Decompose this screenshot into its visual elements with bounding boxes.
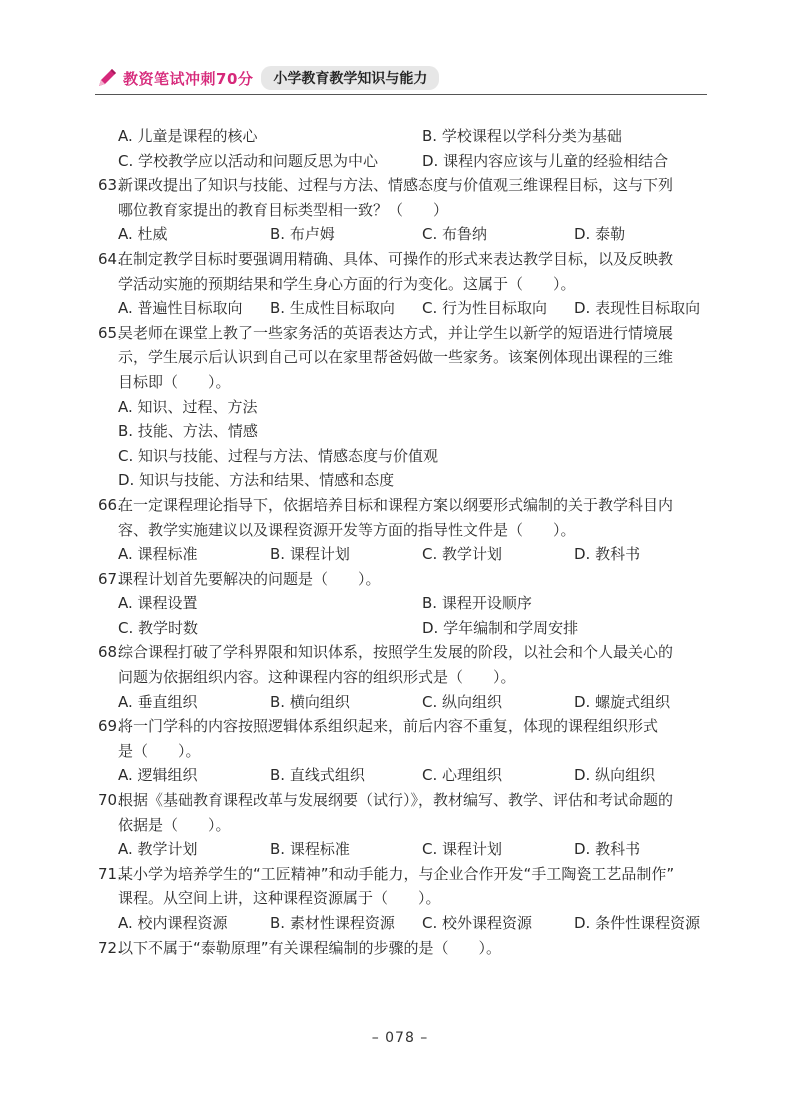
option-a: A. 教学计划 (118, 840, 198, 859)
indent (98, 665, 118, 690)
option-b: B. 技能、方法、情感 (118, 422, 258, 441)
option-a: A. 校内课程资源 (118, 914, 228, 932)
option-a: A. 课程设置 (118, 594, 198, 613)
question-text: 吴老师在课堂上教了一些家务活的英语表达方式，并让学生以新学的短语进行情境展 (118, 323, 674, 342)
question-text: 将一门学科的内容按照逻辑体系组织起来，前后内容不重复，体现的课程组织形式 (118, 717, 659, 736)
question-block (98, 936, 706, 961)
option-row (98, 395, 706, 420)
option-row (98, 837, 706, 862)
question-line (98, 567, 706, 592)
option-c: C. 教学时数 (118, 618, 199, 637)
question-text: 哪位教育家提出的教育目标类型相一致？（ ） (118, 200, 449, 219)
option-row (98, 444, 706, 469)
question-block (98, 567, 706, 641)
option-a: A. 知识、过程、方法 (118, 397, 258, 416)
question-text: 综合课程打破了学科界限和知识体系，按照学生发展的阶段，以社会和个人最关心的 (118, 643, 674, 662)
option-row (98, 296, 706, 321)
book-title: 教资笔试冲刺70分 (123, 69, 254, 88)
question-block (98, 173, 706, 247)
option-d: D. 课程内容应该与儿童的经验相结合 (422, 151, 669, 170)
question-text: 学活动实施的预期结果和学生身心方面的行为变化。这属于（ ）。 (118, 274, 576, 293)
option-row (98, 591, 706, 616)
question-text: 目标即（ ）。 (118, 372, 231, 391)
question-line (98, 321, 706, 346)
option-d: D. 纵向组织 (574, 766, 656, 785)
question-block (98, 247, 706, 321)
subject-label: 小学教育教学知识与能力 (261, 66, 439, 90)
option-row (98, 542, 706, 567)
option-a: A. 杜威 (118, 225, 168, 244)
option-d: D. 教科书 (574, 545, 641, 564)
option-b: B. 横向组织 (270, 692, 350, 711)
indent (98, 813, 118, 838)
option-b: B. 素材性课程资源 (270, 914, 395, 932)
option-a: A. 课程标准 (118, 545, 198, 564)
question-text: 问题为依据组织内容。这种课程内容的组织形式是（ ）。 (118, 668, 516, 687)
question-text: 在一定课程理论指导下，依据培养目标和课程方案以纲要形式编制的关于教学科目内 (118, 495, 674, 514)
question-block (98, 788, 706, 862)
question-line (98, 936, 706, 961)
option-c: C. 纵向组织 (422, 692, 503, 711)
question-text: 某小学为培养学生的“工匠精神”和动手能力，与企业合作开发“手工陶瓷工艺品制作” (118, 864, 675, 883)
option-c: C. 教学计划 (422, 545, 503, 564)
question-block (98, 862, 706, 936)
option-row (98, 149, 706, 174)
indent (98, 886, 118, 911)
option-row (98, 419, 706, 444)
option-row (98, 763, 706, 788)
question-block (98, 493, 706, 567)
question-line (98, 862, 706, 887)
question-number: 65. (98, 323, 122, 342)
question-line (98, 788, 706, 813)
option-d: D. 学年编制和学周安排 (422, 618, 579, 637)
option-b: B. 课程标准 (270, 840, 350, 859)
option-d: D. 泰勒 (574, 225, 626, 244)
question-text: 依据是（ ）。 (118, 815, 231, 834)
question-line (98, 518, 706, 543)
header-divider (95, 94, 707, 95)
option-a: A. 儿童是课程的核心 (118, 127, 258, 145)
question-text: 在制定教学目标时要强调用精确、具体、可操作的形式来表达教学目标，以及反映教 (118, 249, 674, 268)
question-text: 容、教学实施建议以及课程资源开发等方面的指导性文件是（ ）。 (118, 520, 576, 539)
question-text: 是（ ）。 (118, 741, 201, 760)
option-d: D. 螺旋式组织 (574, 692, 671, 711)
option-b: B. 直线式组织 (270, 766, 365, 785)
page-number: – 078 – (371, 1030, 429, 1046)
option-row (98, 911, 706, 936)
question-number: 67. (98, 569, 122, 588)
option-b: B. 学校课程以学科分类为基础 (422, 127, 622, 145)
question-number: 63. (98, 176, 122, 195)
question-line (98, 272, 706, 297)
question-text: 课程。从空间上讲，这种课程资源属于（ ）。 (118, 889, 441, 908)
question-text: 以下不属于“泰勒原理”有关课程编制的步骤的是（ ）。 (118, 938, 502, 957)
option-a: A. 逻辑组织 (118, 766, 198, 785)
indent (98, 198, 118, 223)
question-line (98, 886, 706, 911)
indent (98, 345, 118, 370)
question-block (98, 714, 706, 788)
option-b: B. 生成性目标取向 (270, 299, 395, 318)
question-line (98, 665, 706, 690)
option-row (98, 690, 706, 715)
question-number: 70. (98, 791, 122, 810)
question-number: 69. (98, 717, 122, 736)
question-line (98, 739, 706, 764)
option-b: B. 课程计划 (270, 545, 350, 564)
question-number: 68. (98, 643, 122, 662)
pencil-icon (95, 66, 119, 90)
option-row (98, 616, 706, 641)
option-row (98, 124, 706, 149)
option-d: D. 教科书 (574, 840, 641, 859)
page-header (95, 64, 707, 92)
question-text: 根据《基础教育课程改革与发展纲要（试行）》，教材编写、教学、评估和考试命题的 (118, 791, 674, 810)
question-line (98, 173, 706, 198)
option-a: A. 普遍性目标取向 (118, 299, 243, 318)
option-c: C. 心理组织 (422, 766, 503, 785)
question-line (98, 640, 706, 665)
question-number: 66. (98, 495, 122, 514)
question-line (98, 714, 706, 739)
option-d: D. 知识与技能、方法和结果、情感和态度 (118, 471, 395, 490)
option-c: C. 学校教学应以活动和问题反思为中心 (118, 151, 379, 170)
option-b: B. 布卢姆 (270, 225, 335, 244)
option-c: C. 知识与技能、过程与方法、情感态度与价值观 (118, 446, 439, 465)
question-block (98, 321, 706, 493)
indent (98, 739, 118, 764)
question-line (98, 345, 706, 370)
question-text: 新课改提出了知识与技能、过程与方法、情感态度与价值观三维课程目标，这与下列 (118, 176, 674, 195)
option-c: C. 布鲁纳 (422, 225, 488, 244)
question-line (98, 370, 706, 395)
question-number: 71. (98, 864, 122, 883)
option-c: C. 课程计划 (422, 840, 503, 859)
question-line (98, 813, 706, 838)
option-a: A. 垂直组织 (118, 692, 198, 711)
option-b: B. 课程开设顺序 (422, 594, 532, 613)
question-number: 72. (98, 938, 122, 957)
question-number: 64. (98, 249, 122, 268)
question-list (98, 173, 706, 960)
option-d: D. 条件性课程资源 (574, 914, 701, 932)
option-c: C. 行为性目标取向 (422, 299, 548, 318)
option-row (98, 222, 706, 247)
indent (98, 518, 118, 543)
indent (98, 272, 118, 297)
question-block (98, 640, 706, 714)
option-row (98, 468, 706, 493)
question-text: 课程计划首先要解决的问题是（ ）。 (118, 569, 381, 588)
question-text: 示，学生展示后认识到自己可以在家里帮爸妈做一些家务。该案例体现出课程的三维 (118, 348, 674, 367)
option-c: C. 校外课程资源 (422, 914, 533, 932)
option-d: D. 表现性目标取向 (574, 299, 701, 318)
question-line (98, 247, 706, 272)
question-content (98, 124, 706, 960)
question-line (98, 198, 706, 223)
question-line (98, 493, 706, 518)
indent (98, 370, 118, 395)
